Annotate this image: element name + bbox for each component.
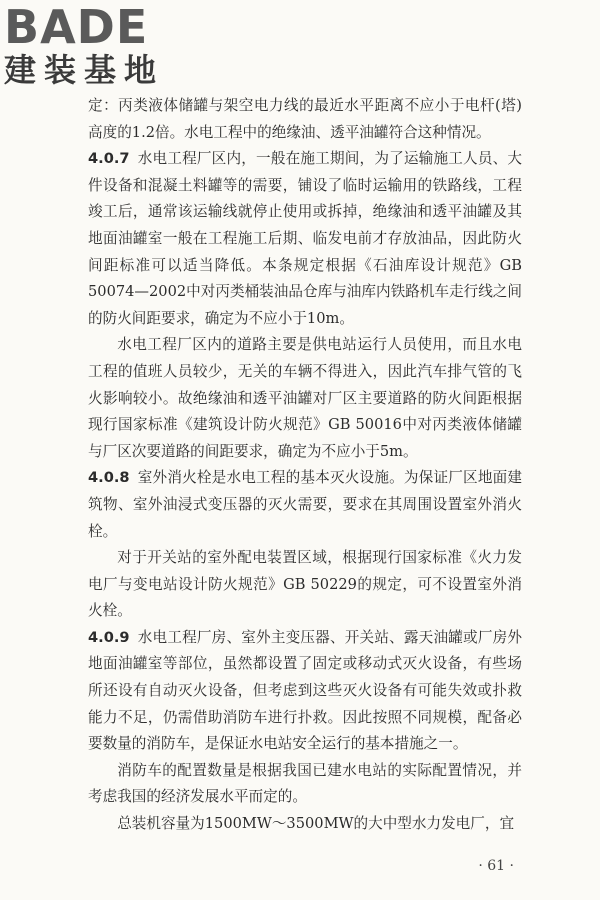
paragraph-continuation [88, 93, 522, 146]
paragraph [88, 332, 522, 465]
section-number: 4.0.8 [88, 469, 130, 487]
paragraph-section-4-0-8 [88, 465, 522, 545]
page-number: · 61 · [478, 858, 514, 874]
paragraph-text: 对于开关站的室外配电装置区域，根据现行国家标准《火力发电厂与变电站设计防火规范》GB 50229的规定，可不设置室外消火栓。 [88, 549, 522, 620]
paragraph-section-4-0-7 [88, 146, 522, 332]
document-body [88, 93, 522, 838]
section-number: 4.0.7 [88, 150, 130, 168]
paragraph [88, 811, 522, 838]
logo-chinese-text: 建装基地 [4, 51, 165, 89]
logo-latin-text [4, 0, 204, 54]
paragraph-text: 消防车的配置数量是根据我国已建水电站的实际配置情况，并考虑我国的经济发展水平而定的。 [88, 761, 522, 806]
paragraph-text: 总装机容量为1500MW～3500MW的大中型水力发电厂，宜 [117, 815, 515, 833]
logo-letter-a [40, 0, 77, 54]
paragraph-text: 水电工程厂区内的道路主要是供电站运行人员使用，而且水电工程的值班人员较少，无关的车辆不得进入，因此汽车排气管的飞火影响较小。故绝缘油和透平油罐对厂区主要道路的防火间距根据现行国家标准《建筑设计防火规范》GB 50016中对丙类液体储罐与厂区次要道路的间距要求，确定为不应小于5m。 [88, 336, 522, 460]
logo-letter-b: B [4, 0, 41, 54]
bade-logo [4, 0, 204, 90]
paragraph [88, 545, 522, 625]
paragraph-section-4-0-9 [88, 625, 522, 758]
paragraph [88, 758, 522, 811]
paragraph-text: 水电工程厂房、室外主变压器、开关站、露天油罐或厂房外地面油罐室等部位，虽然都设置了固定或移动式灭火设备，有些场所还设有自动灭火设备，但考虑到这些灭火设备有可能失效或扑救能力不足，仍需借助消防车进行扑救。因此按照不同规模，配备必要数量的消防车，是保证水电站安全运行的基本措施之一。 [88, 628, 522, 753]
paragraph-text: 水电工程厂区内，一般在施工期间，为了运输施工人员、大件设备和混凝土料罐等的需要，铺设了临时运输用的铁路线，工程竣工后，通常该运输线就停止使用或拆掉，绝缘油和透平油罐及其地面油罐室一般在工程施工后期、临发电前才存放油品，因此防火间距标准可以适当降低。本条规定根据《石油库设计规范》GB 50074—2002中对丙类桶装油品仓库与油库内铁路机车走行线之间的防火间距要求，确定为不应小于10m。 [88, 150, 522, 327]
paragraph-text: 室外消火栓是水电工程的基本灭火设施。为保证厂区地面建筑物、室外油浸式变压器的灭火需要，要求在其周围设置室外消火栓。 [88, 469, 522, 540]
logo-letter-a-glyph: A [40, 0, 77, 54]
logo-letters-de: DE [76, 0, 149, 54]
paragraph-text: 定：丙类液体储罐与架空电力线的最近水平距离不应小于电杆(塔)高度的1.2倍。水电工程中的绝缘油、透平油罐符合这种情况。 [88, 97, 522, 141]
section-number: 4.0.9 [88, 628, 130, 646]
